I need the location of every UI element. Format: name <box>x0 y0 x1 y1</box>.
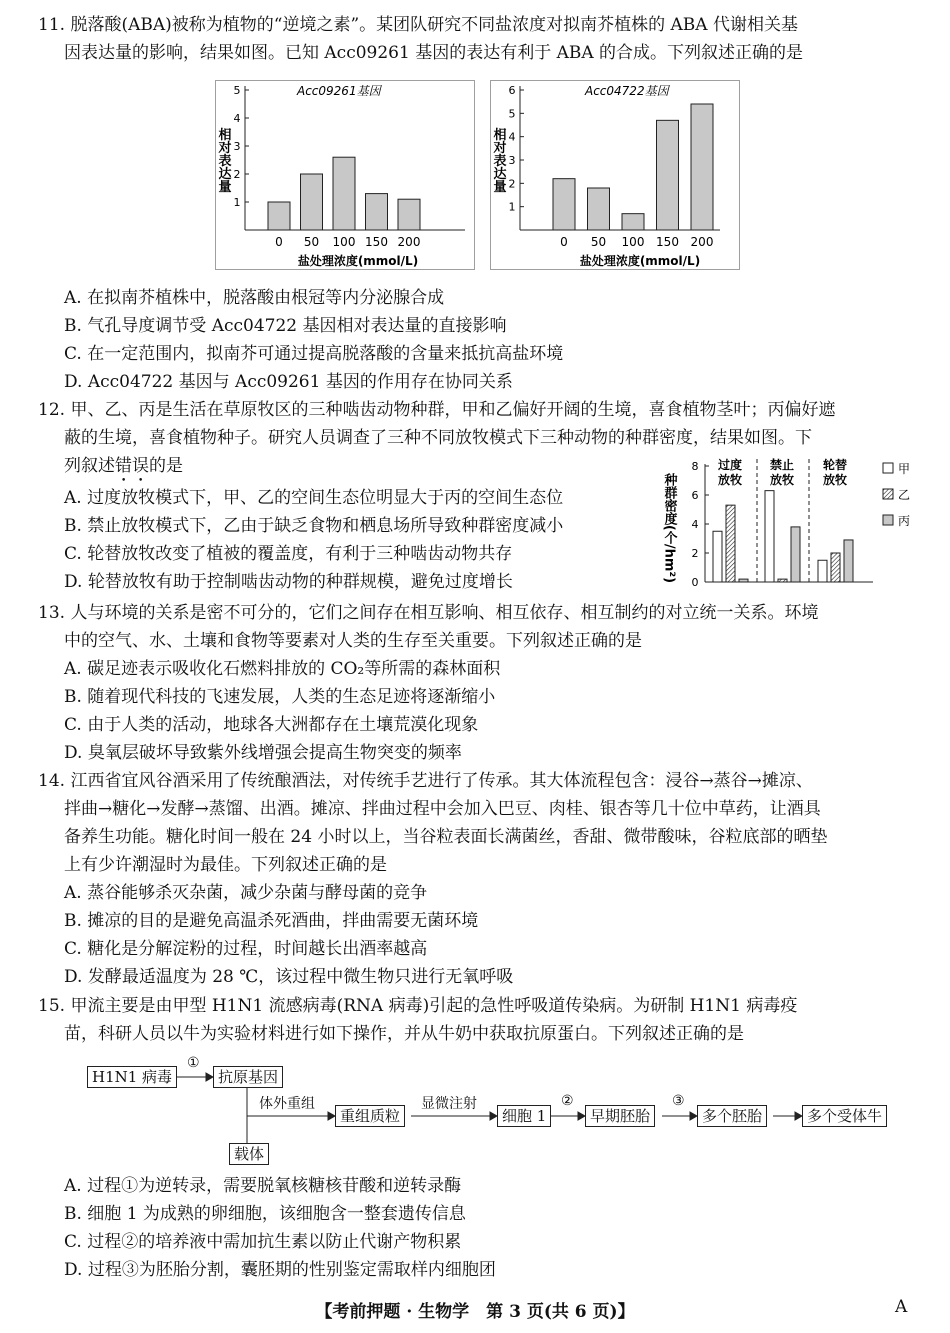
q12-stem-line2: 蔽的生境，喜食植物种子。研究人员调查了三种不同放牧模式下三种动物的种群密度，结果如图。下 <box>64 428 812 448</box>
q13-option-b: B. 随着现代科技的飞速发展，人类的生态足迹将逐渐缩小 <box>64 687 496 707</box>
group-label: 轮替 <box>822 458 848 472</box>
x-tick-label: 50 <box>590 235 607 249</box>
y-axis-label: 种群密度(个/hm²) <box>661 472 677 584</box>
q12-option-d: D. 轮替放牧有助于控制啮齿动物的种群规模，避免过度增长 <box>64 572 513 592</box>
q12-option-b: B. 禁止放牧模式下，乙由于缺乏食物和栖息场所导致种群密度减小 <box>64 516 564 536</box>
x-tick-label: 200 <box>397 235 421 249</box>
flow-box-early-embryo: 早期胚胎 <box>585 1105 655 1127</box>
q12-option-c: C. 轮替放牧改变了植被的覆盖度，有利于三种啮齿动物共存 <box>64 544 513 564</box>
x-tick-label: 0 <box>275 235 283 249</box>
group-label: 放牧 <box>769 473 795 487</box>
paper-code: A <box>895 1297 908 1317</box>
q14-option-a: A. 蒸谷能够杀灭杂菌，减少杂菌与酵母菌的竞争 <box>64 883 428 903</box>
y-tick-label: 4 <box>691 518 699 531</box>
page-footer: 【考前押题 · 生物学 第 3 页(共 6 页)】 <box>315 1302 635 1322</box>
x-axis-label: 盐处理浓度(mmol/L) <box>579 254 701 268</box>
q11-option-b: B. 气孔导度调节受 Acc04722 基因相对表达量的直接影响 <box>64 316 507 336</box>
flow-box-antigen-gene: 抗原基因 <box>213 1066 283 1088</box>
q13-option-d: D. 臭氧层破坏导致紫外线增强会提高生物突变的频率 <box>64 743 462 763</box>
q14-option-d: D. 发酵最适温度为 28 ℃，该过程中微生物只进行无氧呼吸 <box>64 967 514 987</box>
q14-option-c: C. 糖化是分解淀粉的过程，时间越长出酒率越高 <box>64 939 428 959</box>
flow-label-step1: ① <box>187 1055 200 1071</box>
q15-option-b: B. 细胞 1 为成熟的卵细胞，该细胞含一整套遗传信息 <box>64 1204 466 1224</box>
y-tick-label: 2 <box>691 547 699 560</box>
flow-label-in-vitro: 体外重组 <box>259 1096 315 1112</box>
x-tick-label: 50 <box>303 235 320 249</box>
q12-stem-line1: 12. 甲、乙、丙是生活在草原牧区的三种啮齿动物种群，甲和乙偏好开阔的生境，喜食植物茎叶；丙偏好遮 <box>38 400 836 420</box>
y-tick-label: 2 <box>233 168 241 181</box>
q11-stem-line2: 因表达量的影响，结果如图。已知 Acc09261 基因的表达有利于 ABA 的合成。下列叙述正确的是 <box>64 43 804 63</box>
flow-label-step3: ③ <box>672 1093 685 1109</box>
y-tick-label: 5 <box>233 84 241 97</box>
x-tick-label: 150 <box>365 235 388 249</box>
x-tick-label: 100 <box>332 235 356 249</box>
group-label: 禁止 <box>769 458 795 472</box>
y-tick-label: 6 <box>508 84 516 97</box>
x-tick-label: 100 <box>621 235 645 249</box>
y-tick-label: 5 <box>508 107 516 121</box>
flow-box-vector: 载体 <box>229 1143 269 1165</box>
q15-option-d: D. 过程③为胚胎分割，囊胚期的性别鉴定需取样内细胞团 <box>64 1260 496 1280</box>
chart-title: Acc09261基因 <box>297 84 381 98</box>
group-label: 放牧 <box>717 473 743 487</box>
q11-stem-line1: 11. 脱落酸(ABA)被称为植物的“逆境之素”。某团队研究不同盐浓度对拟南芥植株的 ABA 代谢相关基 <box>38 15 798 35</box>
y-tick-label: 8 <box>691 460 699 473</box>
y-tick-label: 1 <box>508 200 516 214</box>
y-axis-label: 相对表达量 <box>490 127 506 193</box>
q14-stem-line4: 上有少许潮湿时为最佳。下列叙述正确的是 <box>64 855 387 875</box>
flow-box-virus: H1N1 病毒 <box>87 1066 177 1088</box>
flow-label-step2: ② <box>561 1093 574 1109</box>
q12-option-a: A. 过度放牧模式下，甲、乙的空间生态位明显大于丙的空间生态位 <box>64 488 564 508</box>
q13-option-a: A. 碳足迹表示吸收化石燃料排放的 CO₂等所需的森林面积 <box>64 659 501 679</box>
q11-option-c: C. 在一定范围内，拟南芥可通过提高脱落酸的含量来抵抗高盐环境 <box>64 344 564 364</box>
y-tick-label: 0 <box>691 576 699 589</box>
chart-title: Acc04722基因 <box>585 84 669 98</box>
y-tick-label: 3 <box>233 140 241 153</box>
q14-stem-line1: 14. 江西省宜风谷酒采用了传统酿酒法，对传统手艺进行了传承。其大体流程包含：浸谷→蒸谷→摊凉、 <box>38 771 813 791</box>
q15-stem-line2: 苗，科研人员以牛为实验材料进行如下操作，并从牛奶中获取抗原蛋白。下列叙述正确的是 <box>64 1024 744 1044</box>
y-tick-label: 4 <box>508 130 516 144</box>
y-tick-label: 3 <box>508 154 516 167</box>
group-label: 过度 <box>717 458 743 472</box>
x-tick-label: 0 <box>560 235 568 249</box>
q12-stem-line3: 列叙述错误的是 <box>64 456 183 476</box>
q15-option-c: C. 过程②的培养液中需加抗生素以防止代谢产物积累 <box>64 1232 462 1252</box>
flow-box-multi-embryo: 多个胚胎 <box>697 1105 767 1127</box>
group-label: 放牧 <box>822 473 848 487</box>
q13-stem-line1: 13. 人与环境的关系是密不可分的，它们之间存在相互影响、相互依存、相互制约的对立统一关系。环境 <box>38 603 819 623</box>
q14-option-b: B. 摊凉的目的是避免高温杀死酒曲，拌曲需要无菌环境 <box>64 911 479 931</box>
flow-box-cell1: 细胞 1 <box>497 1105 551 1127</box>
q13-option-c: C. 由于人类的活动，地球各大洲都存在土壤荒漠化现象 <box>64 715 479 735</box>
y-tick-label: 4 <box>233 112 241 125</box>
q11-option-d: D. Acc04722 基因与 Acc09261 基因的作用存在协同关系 <box>64 372 513 392</box>
q15-option-a: A. 过程①为逆转录，需要脱氧核糖核苷酸和逆转录酶 <box>64 1176 462 1196</box>
q11-option-a: A. 在拟南芥植株中，脱落酸由根冠等内分泌腺合成 <box>64 288 445 308</box>
y-axis-label: 相对表达量 <box>215 127 231 193</box>
legend-label: 甲 <box>898 462 911 476</box>
x-tick-label: 150 <box>656 235 679 249</box>
y-tick-label: 6 <box>691 489 699 502</box>
q13-stem-line2: 中的空气、水、土壤和食物等要素对人类的生存至关重要。下列叙述正确的是 <box>64 631 642 651</box>
q12-emphasis-wrong: 错误 <box>115 456 149 476</box>
flow-label-microinject: 显微注射 <box>421 1096 477 1112</box>
x-axis-label: 盐处理浓度(mmol/L) <box>297 254 419 268</box>
legend-label: 丙 <box>898 514 911 528</box>
flow-box-plasmid: 重组质粒 <box>335 1105 405 1127</box>
y-tick-label: 2 <box>508 177 516 191</box>
flow-box-recipient: 多个受体牛 <box>802 1105 887 1127</box>
q15-stem-line1: 15. 甲流主要是由甲型 H1N1 流感病毒(RNA 病毒)引起的急性呼吸道传染病。为研制 H1N1 病毒疫 <box>38 996 798 1016</box>
x-tick-label: 200 <box>690 235 714 249</box>
q14-stem-line2: 拌曲→糖化→发酵→蒸馏、出酒。摊凉、拌曲过程中会加入巴豆、肉桂、银杏等几十位中草药，让酒具 <box>64 799 821 819</box>
legend-label: 乙 <box>898 488 911 502</box>
y-tick-label: 1 <box>233 196 241 209</box>
q14-stem-line3: 备养生功能。糖化时间一般在 24 小时以上，当谷粒表面长满菌丝，香甜、微带酸味，谷粒底部的晒垫 <box>64 827 828 847</box>
